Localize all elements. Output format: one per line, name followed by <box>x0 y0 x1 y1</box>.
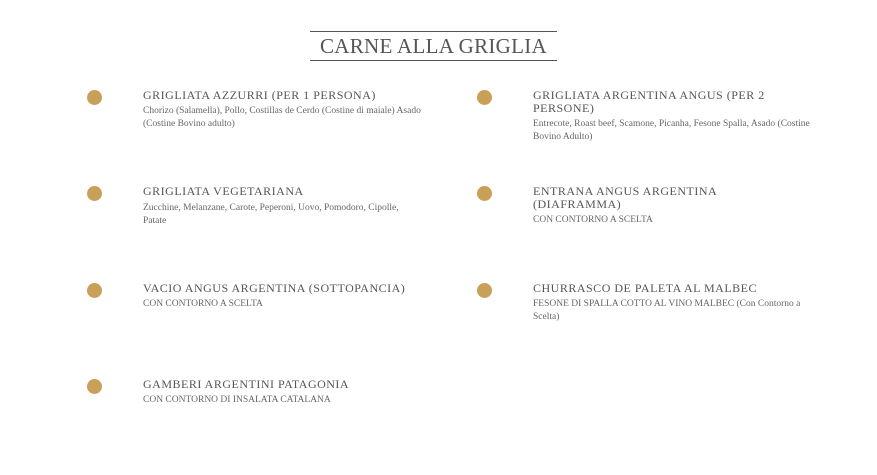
menu-item-name: CHURRASCO DE PALETA AL MALBEC <box>533 281 758 295</box>
bullet-dot-icon <box>87 283 102 298</box>
menu-item-name: GRIGLIATA AZZURRI (PER 1 PERSONA) <box>143 88 376 102</box>
bullet-dot-icon <box>477 186 492 201</box>
bullet-dot-icon <box>87 186 102 201</box>
bullet-dot-icon <box>87 90 102 105</box>
menu-item-name: VACIO ANGUS ARGENTINA (SOTTOPANCIA) <box>143 281 406 295</box>
menu-item-description: Chorizo (Salamella), Pollo, Costillas de Cerdo (Costine di maiale) Asado (Costine Bovino adulto) <box>143 106 421 129</box>
menu-item-name: GRIGLIATA VEGETARIANA <box>143 184 304 198</box>
bullet-dot-icon <box>87 379 102 394</box>
menu-item-description: CON CONTORNO A SCELTA <box>533 215 653 225</box>
menu-item-name: ENTRANA ANGUS ARGENTINA (DIAFRAMMA) <box>533 184 717 211</box>
section-title: CARNE ALLA GRIGLIA <box>310 31 557 61</box>
bullet-dot-icon <box>477 90 492 105</box>
menu-item-description: CON CONTORNO A SCELTA <box>143 299 263 309</box>
menu-item-description: FESONE DI SPALLA COTTO AL VINO MALBEC (Con Contorno a Scelta) <box>533 299 801 322</box>
menu-item-description: CON CONTORNO DI INSALATA CATALANA <box>143 395 331 405</box>
menu-item-name: GAMBERI ARGENTINI PATAGONIA <box>143 377 350 391</box>
menu-item-description: Zucchine, Melanzane, Carote, Peperoni, Uovo, Pomodoro, Cipolle, Patate <box>143 203 399 226</box>
menu-item-description: Entrecote, Roast beef, Scamone, Picanha, Fesone Spalla, Asado (Costine Bovino Adulto) <box>533 119 810 142</box>
menu-item-name: GRIGLIATA ARGENTINA ANGUS (PER 2 PERSONE) <box>533 88 765 115</box>
bullet-dot-icon <box>477 283 492 298</box>
